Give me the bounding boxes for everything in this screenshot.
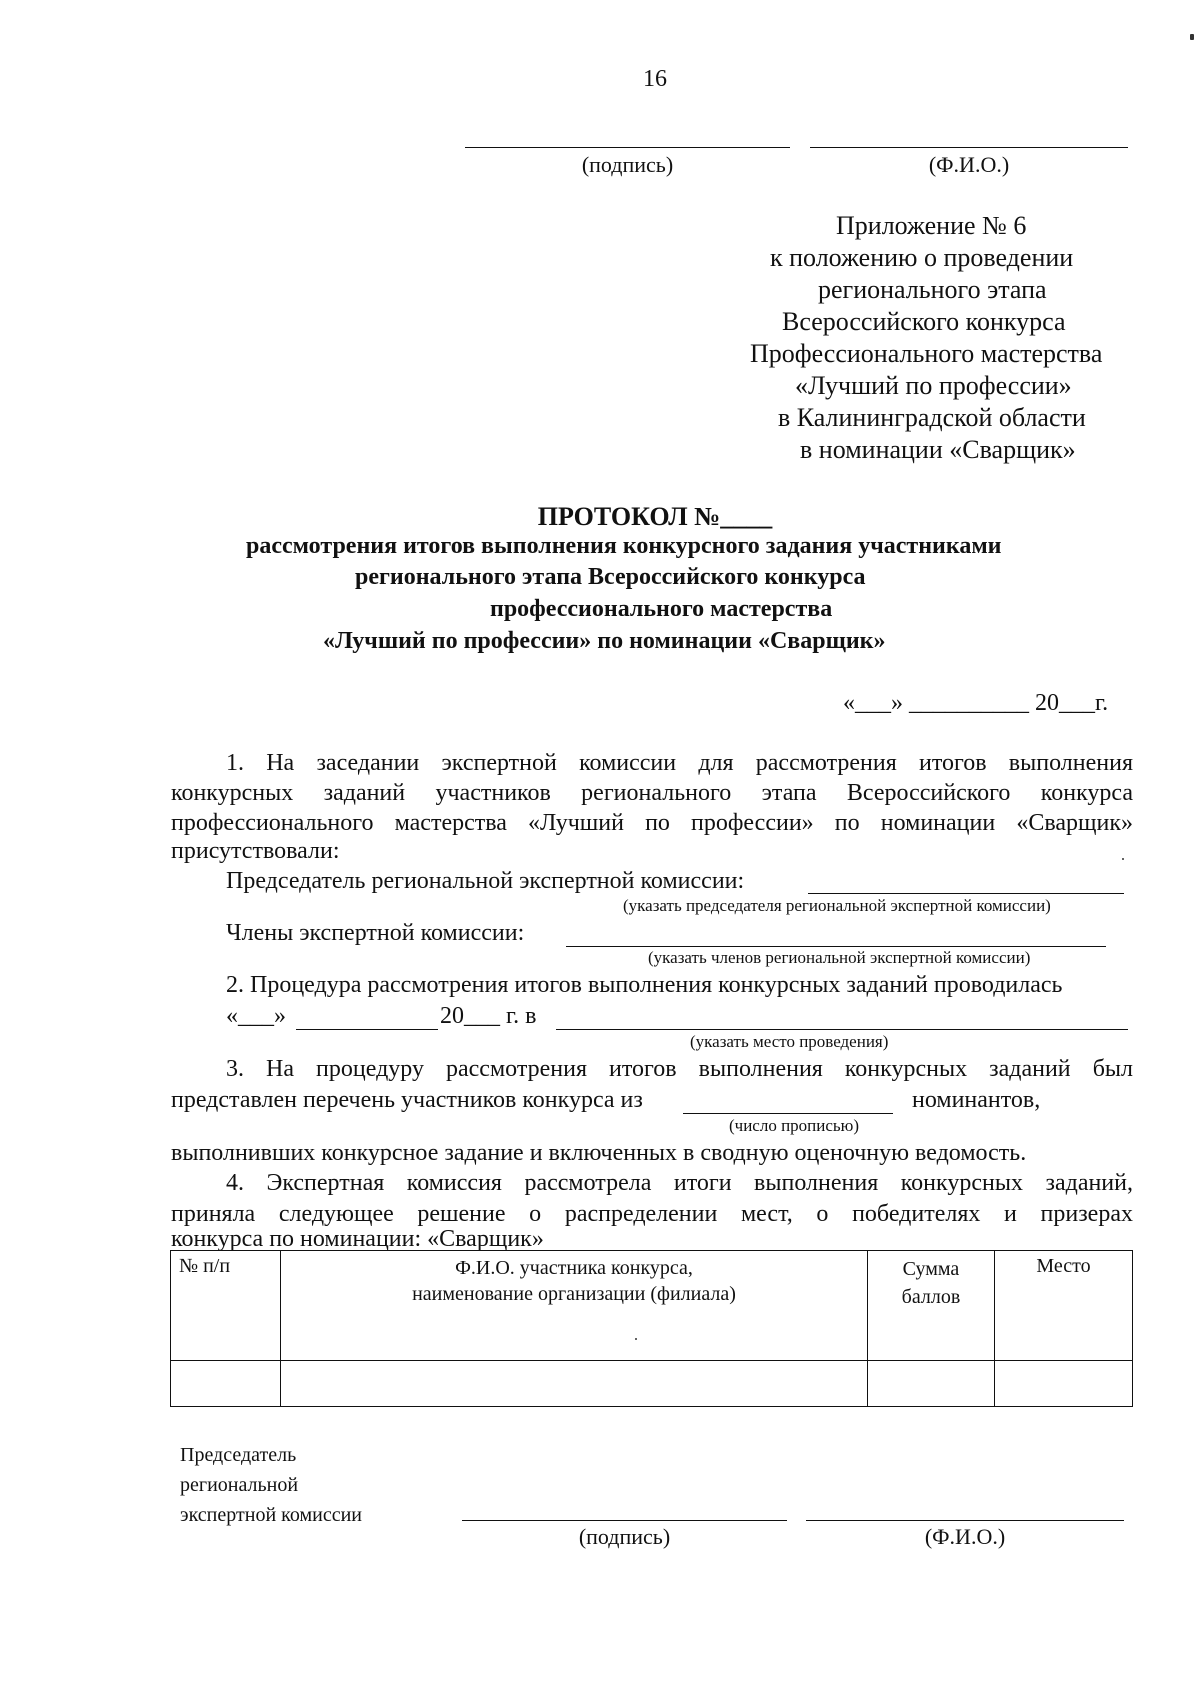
table-cell: [995, 1361, 1133, 1407]
appendix-line: в Калининградской области: [778, 403, 1086, 432]
results-table: [170, 1250, 1133, 1407]
appendix-line: к положению о проведении: [770, 243, 1074, 272]
section-3-line-2-end: номинантов,: [912, 1087, 1041, 1113]
subtitle-line-2: регионального этапа Всероссийского конкурса: [355, 564, 866, 590]
subtitle-line-3: профессионального мастерства: [490, 596, 833, 622]
paragraph-line: 3. На процедуру рассмотрения итогов выполнения конкурсных заданий был: [226, 1056, 1133, 1082]
section-2-year: 20___ г. в: [440, 1003, 537, 1029]
footer-name-caption: (Ф.И.О.): [924, 1524, 1006, 1549]
section-4-last-line: конкурса по номинации: «Сварщик»: [171, 1226, 544, 1252]
section-1-paragraph: [171, 748, 1133, 838]
appendix-line: Приложение № 6: [836, 211, 1027, 240]
paragraph-line: профессионального мастерства «Лучший по профессии» по номинации «Сварщик»: [171, 810, 1133, 836]
section-3-line-1: [171, 1056, 1133, 1083]
header-number: № п/п: [171, 1251, 281, 1361]
footer-label-line: Председатель: [180, 1444, 297, 1466]
chairman-fill-line: [808, 893, 1124, 894]
header-participant-line-1: Ф.И.О. участника конкурса,: [455, 1257, 693, 1279]
section-4-paragraph: [171, 1168, 1133, 1230]
header-participant-line-2: наименование организации (филиала): [412, 1283, 736, 1305]
top-name-line: [810, 147, 1128, 148]
footer-signature-caption: (подпись): [578, 1524, 671, 1549]
footer-label-line: экспертной комиссии: [180, 1504, 362, 1526]
appendix-line: регионального этапа: [818, 275, 1047, 304]
section-2-line-1: 2. Процедура рассмотрения итогов выполнения конкурсных заданий проводилась: [226, 972, 1063, 998]
document-title: ПРОТОКОЛ №____: [537, 502, 773, 531]
section-3-count-hint: (число прописью): [729, 1116, 860, 1135]
header-score-line-1: Сумма: [902, 1258, 960, 1280]
section-2-place-line: [556, 1029, 1128, 1030]
appendix-line: Всероссийского конкурса: [782, 307, 1066, 336]
protocol-date: «___» __________ 20___г.: [843, 690, 1109, 716]
header-score: [868, 1251, 995, 1361]
section-3-line-2-start: представлен перечень участников конкурса из: [171, 1087, 643, 1113]
top-signature-line: [465, 147, 790, 148]
top-signature-caption: (подпись): [581, 152, 674, 177]
subtitle-line-1: рассмотрения итогов выполнения конкурсного задания участниками: [246, 533, 1002, 559]
table-row: [171, 1361, 1133, 1407]
subtitle-line-4: «Лучший по профессии» по номинации «Сварщик»: [323, 628, 886, 654]
section-3-line-3: выполнивших конкурсное задание и включенных в сводную оценочную ведомость.: [171, 1140, 1027, 1166]
header-participant: [281, 1251, 868, 1361]
section-2-month-line: [296, 1029, 438, 1030]
members-label: Члены экспертной комиссии:: [226, 920, 525, 946]
section-3-count-line: [683, 1113, 893, 1114]
paragraph-line: конкурсных заданий участников регионального этапа Всероссийского конкурса: [171, 780, 1133, 806]
footer-label-line: региональной: [180, 1474, 299, 1496]
top-name-caption: (Ф.И.О.): [928, 152, 1010, 177]
paragraph-line: 1. На заседании экспертной комиссии для рассмотрения итогов выполнения: [226, 750, 1133, 776]
section-2-date-open: «___»: [226, 1003, 286, 1029]
scan-speck: [635, 1338, 637, 1340]
appendix-line: в номинации «Сварщик»: [800, 435, 1076, 464]
chairman-hint: (указать председателя региональной экспертной комиссии): [623, 896, 1051, 915]
appendix-line: Профессионального мастерства: [750, 339, 1103, 368]
table-header-row: [171, 1251, 1133, 1361]
members-hint: (указать членов региональной экспертной комиссии): [648, 948, 1031, 967]
paragraph-line: 4. Экспертная комиссия рассмотрела итоги выполнения конкурсных заданий,: [226, 1170, 1133, 1196]
header-score-line-2: баллов: [901, 1286, 961, 1308]
table-cell: [868, 1361, 995, 1407]
members-fill-line: [566, 946, 1106, 947]
paragraph-line: приняла следующее решение о распределении мест, о победителях и призерах: [171, 1201, 1133, 1227]
table-cell: [171, 1361, 281, 1407]
appendix-line: «Лучший по профессии»: [795, 371, 1072, 400]
page-number: 16: [643, 66, 667, 92]
chairman-label: Председатель региональной экспертной комиссии:: [226, 868, 745, 894]
table-cell: [281, 1361, 868, 1407]
scan-speck: [1190, 34, 1194, 40]
footer-name-line: [806, 1520, 1124, 1521]
footer-chairman-label: [180, 1440, 362, 1530]
header-place: Место: [995, 1251, 1133, 1361]
scan-speck: [1122, 858, 1124, 860]
section-2-place-hint: (указать место проведения): [690, 1032, 889, 1051]
appendix-header: [730, 210, 1200, 466]
section-1-last-line: присутствовали:: [171, 838, 340, 864]
footer-signature-line: [462, 1520, 787, 1521]
